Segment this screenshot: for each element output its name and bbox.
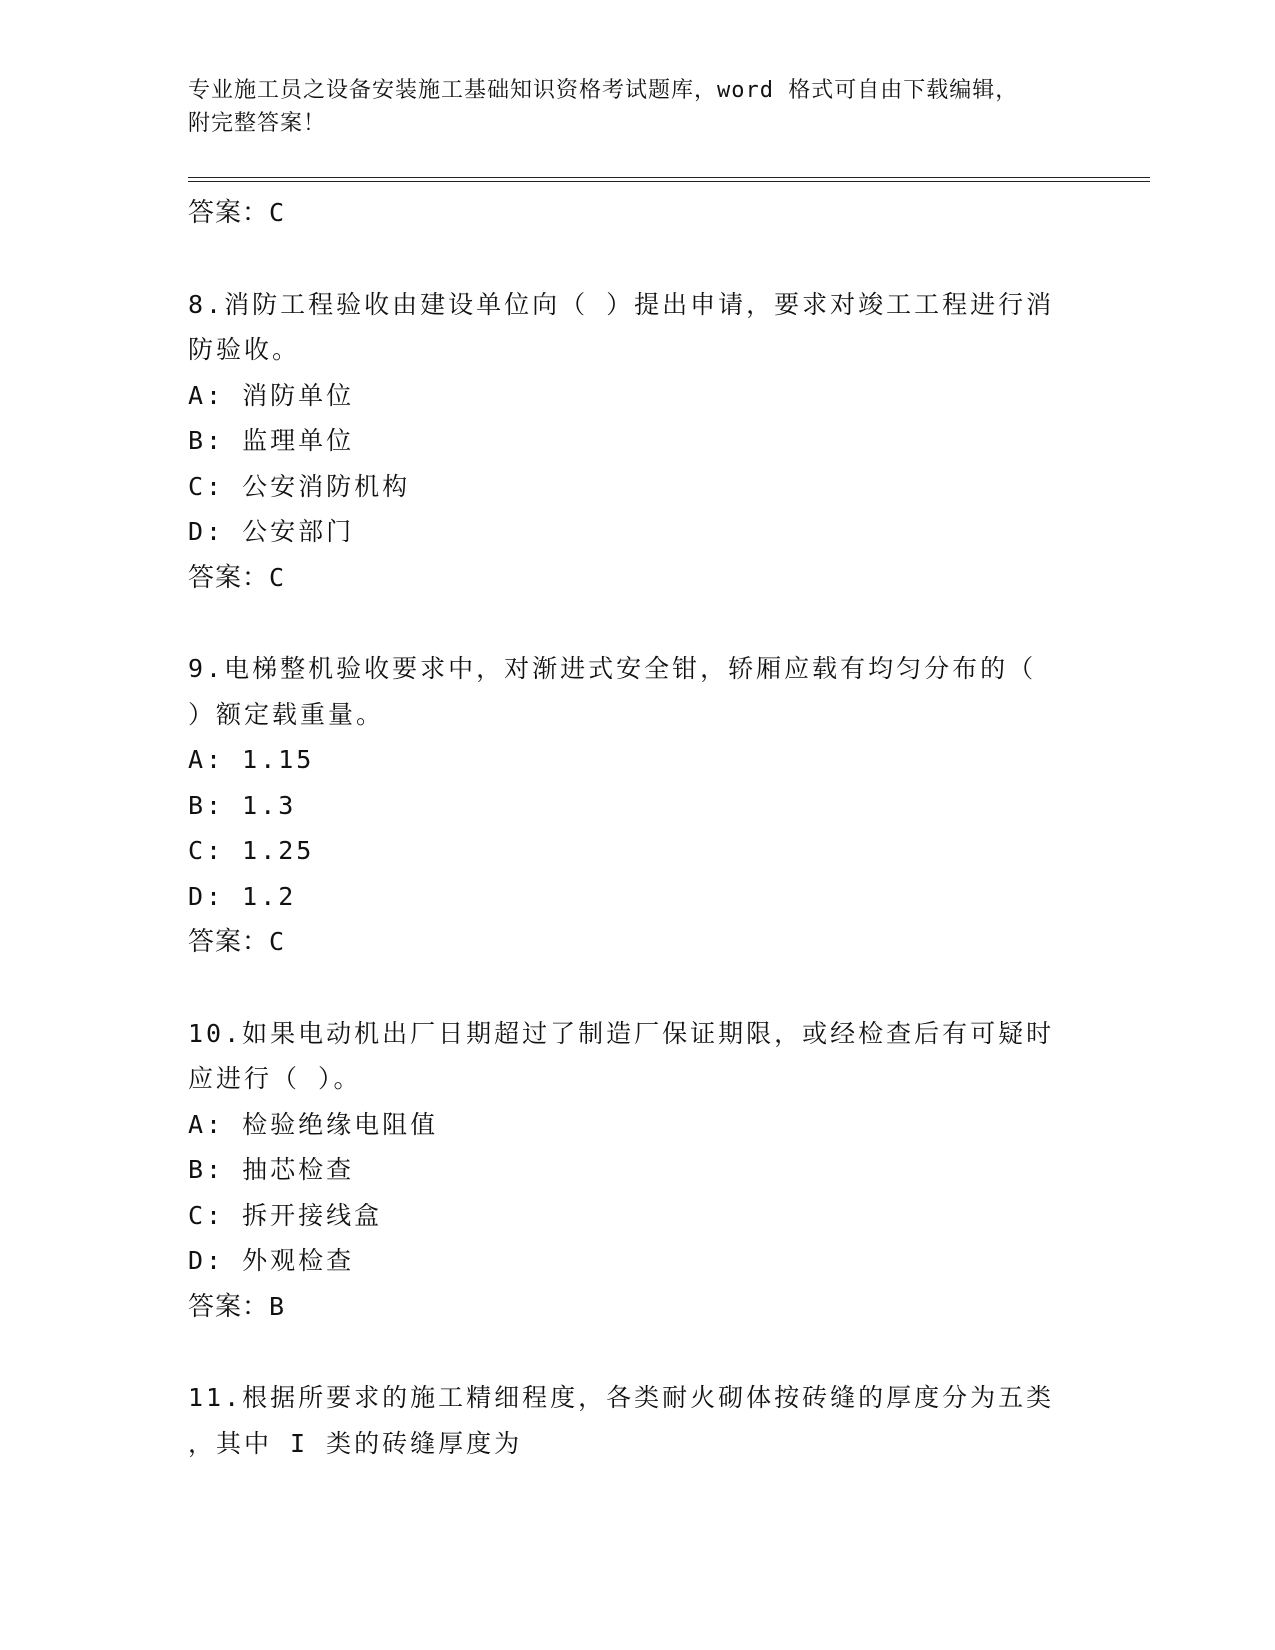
header-line-1: 专业施工员之设备安装施工基础知识资格考试题库，word 格式可自由下载编辑，	[188, 78, 1019, 103]
answer-line	[188, 190, 1088, 237]
answer-value: B	[269, 1291, 286, 1321]
document-header	[188, 74, 1068, 140]
header-line-2: 附完整答案！	[188, 111, 327, 136]
spacer	[188, 1330, 1088, 1375]
option-b: B: 监理单位	[188, 426, 355, 455]
answer-line	[188, 555, 1088, 602]
question-8	[188, 282, 1088, 602]
answer-label: 答案：	[188, 562, 270, 593]
question-stem: 应进行（ ）。	[188, 1064, 362, 1093]
answer-value: C	[269, 198, 286, 227]
header-double-rule	[188, 177, 1150, 178]
question-stem: 11.根据所要求的施工精细程度，各类耐火砌体按砖缝的厚度分为五类	[188, 1383, 1055, 1412]
question-stem: 10.如果电动机出厂日期超过了制造厂保证期限，或经检查后有可疑时	[188, 1018, 1055, 1048]
option-b: B: 抽芯检查	[188, 1155, 355, 1184]
spacer	[188, 966, 1088, 1011]
option-a: A: 消防单位	[188, 380, 355, 410]
spacer	[188, 601, 1088, 646]
answer-line	[188, 919, 1088, 966]
question-stem: ）额定载重量。	[188, 699, 385, 729]
question-11	[188, 1375, 1088, 1466]
answer-label: 答案：	[188, 927, 270, 957]
question-stem: ，其中 I 类的砖缝厚度为	[188, 1428, 523, 1458]
answer-value: C	[269, 927, 286, 956]
option-c: C: 公安消防机构	[188, 471, 411, 501]
answer-label: 答案：	[188, 198, 270, 228]
option-d: D: 外观检查	[188, 1246, 355, 1275]
option-a: A: 1.15	[188, 745, 315, 774]
option-d: D: 公安部门	[188, 517, 355, 546]
question-9	[188, 646, 1088, 966]
question-stem: 防验收。	[188, 335, 301, 364]
option-c: C: 1.25	[188, 836, 315, 865]
option-a: A: 检验绝缘电阻值	[188, 1109, 439, 1139]
document-body	[188, 190, 1088, 1466]
answer-label: 答案：	[188, 1291, 270, 1322]
option-d: D: 1.2	[188, 881, 297, 911]
answer-value: C	[269, 562, 286, 592]
question-10	[188, 1011, 1088, 1331]
answer-line	[188, 1284, 1088, 1331]
question-stem: 8.消防工程验收由建设单位向（ ）提出申请，要求对竣工工程进行消	[188, 289, 1055, 319]
question-stem: 9.电梯整机验收要求中，对渐进式安全钳，轿厢应载有均匀分布的（	[188, 654, 1037, 683]
option-b: B: 1.3	[188, 790, 297, 820]
option-c: C: 拆开接线盒	[188, 1200, 383, 1230]
spacer	[188, 237, 1088, 282]
